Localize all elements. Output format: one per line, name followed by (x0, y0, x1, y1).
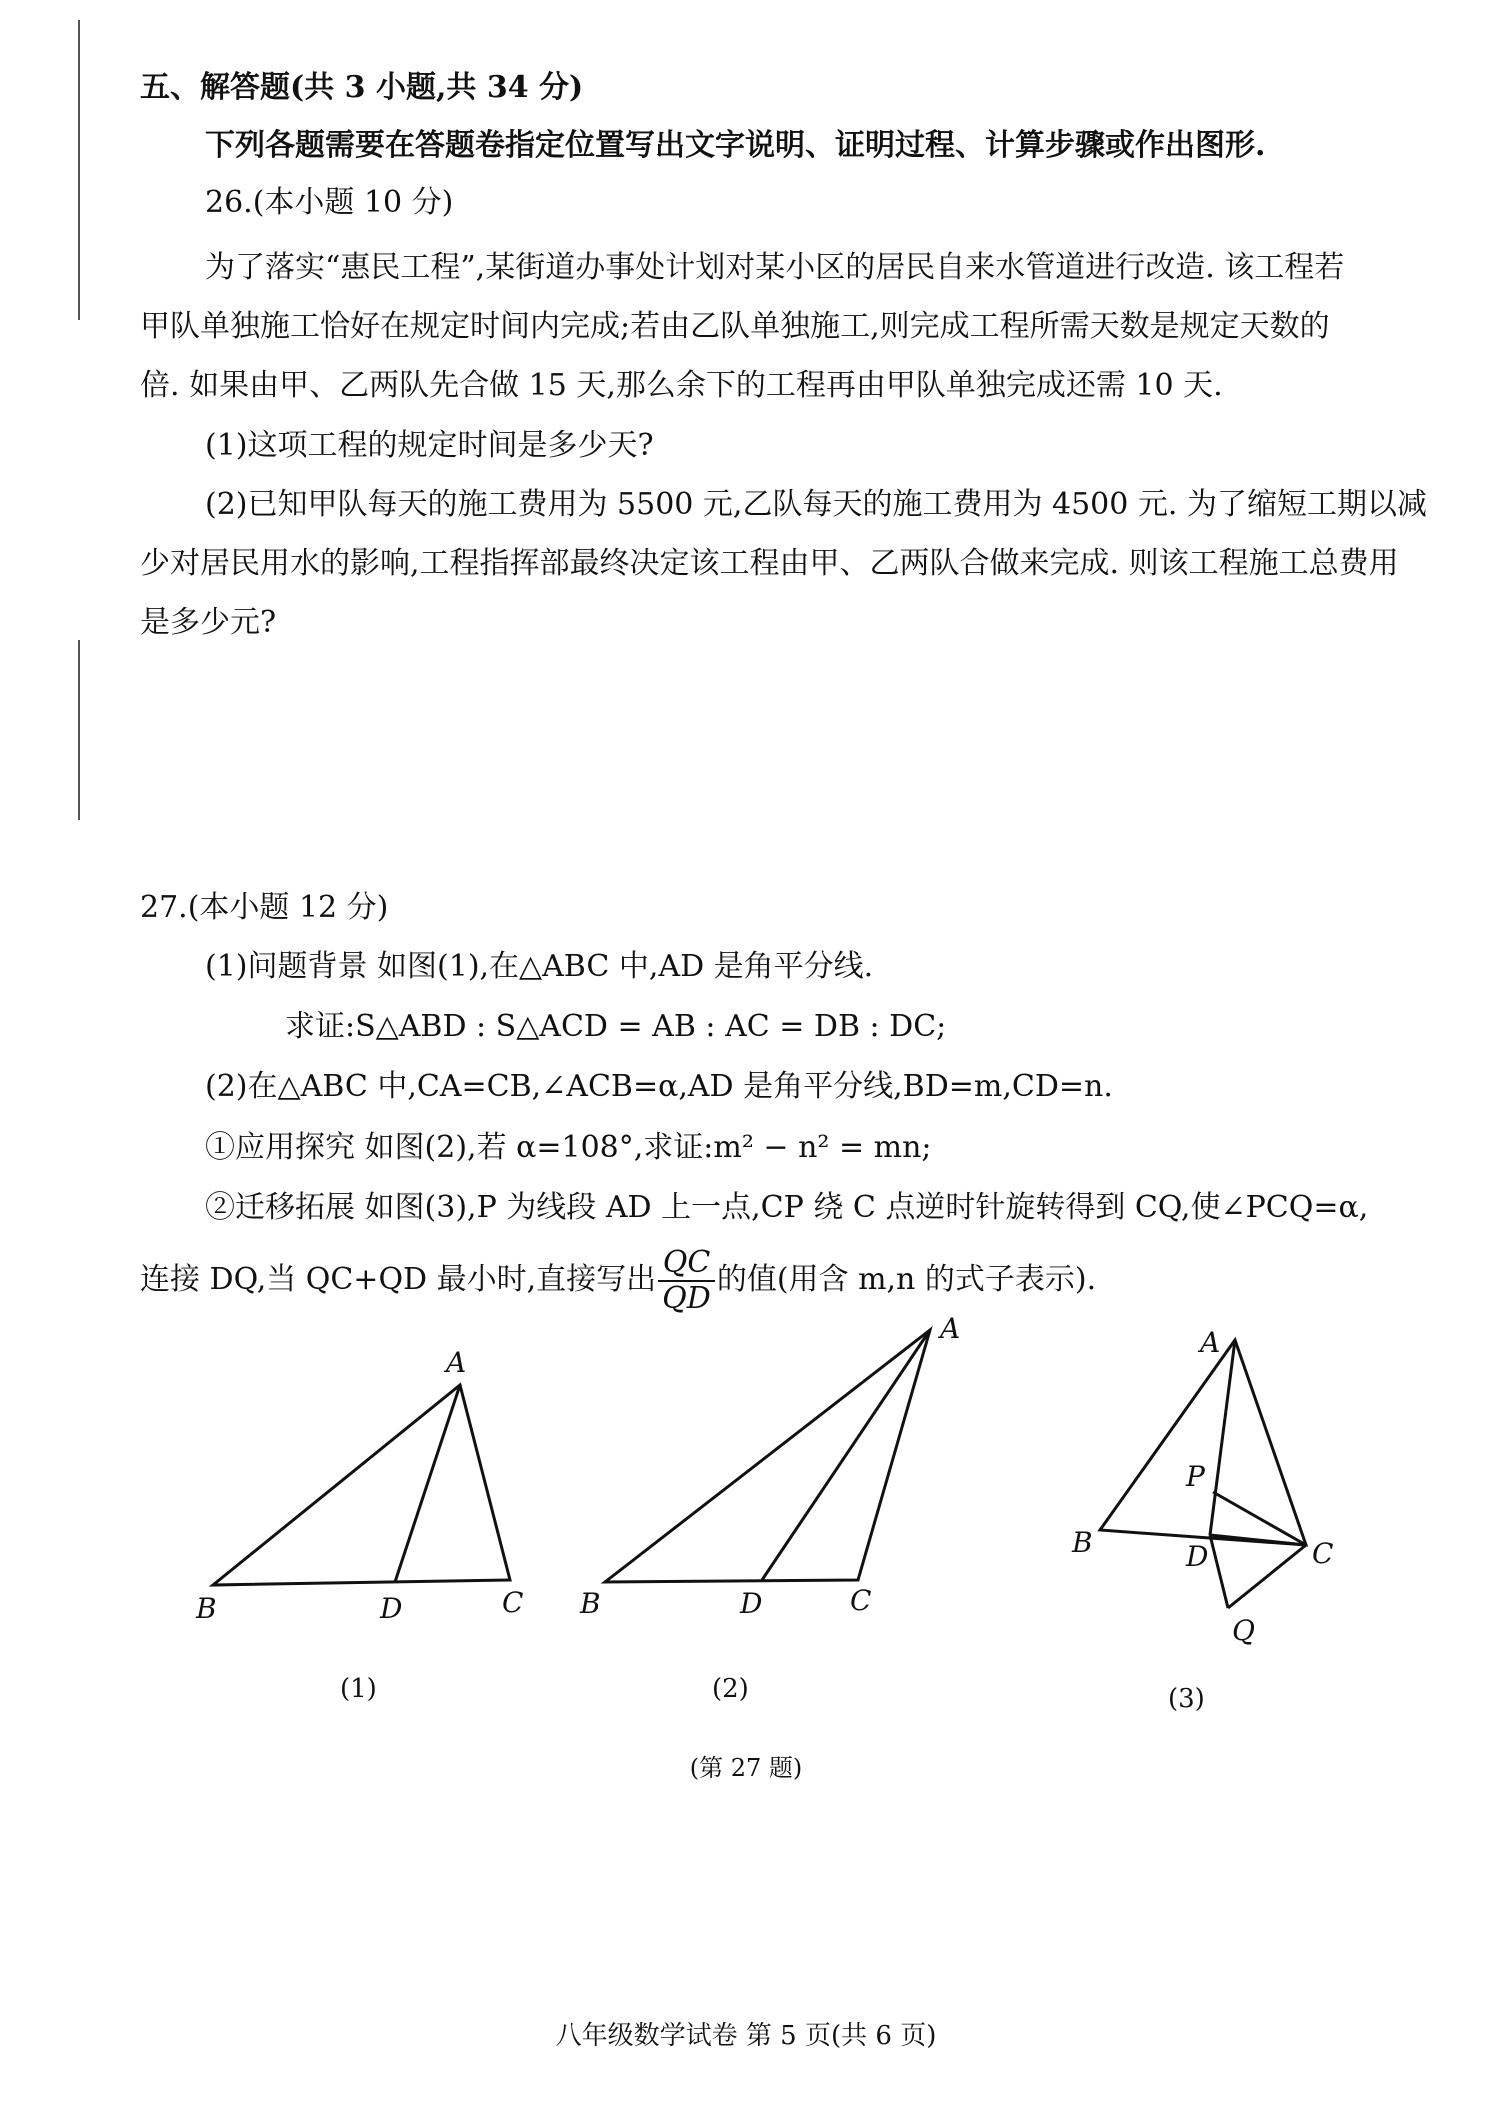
fig2-bisector-ad (762, 1330, 930, 1580)
fig3-segment-pc (1213, 1492, 1306, 1545)
figure-group-caption: (第 27 题) (689, 1754, 803, 1782)
q27-part2-c-before: 连接 DQ,当 QC+QD 最小时,直接写出 (140, 1262, 657, 1297)
fig1-bisector-ad (395, 1385, 460, 1582)
q26-part2-line1: (2)已知甲队每天的施工费用为 5500 元,乙队每天的施工费用为 4500 元. 为了缩短工期以减 (205, 487, 1427, 522)
section-instruction: 下列各题需要在答题卷指定位置写出文字说明、证明过程、计算步骤或作出图形. (205, 128, 1266, 163)
fig1-label-b: B (196, 1592, 217, 1625)
fig2-caption: (2) (712, 1674, 749, 1704)
q26-part2-line2: 少对居民用水的影响,工程指挥部最终决定该工程由甲、乙两队合做来完成. 则该工程施工总费用 (140, 546, 1399, 581)
q27-part2-c (140, 1240, 1452, 1320)
fig3-label-p: P (1186, 1460, 1205, 1493)
q26-part2-line3: 是多少元? (140, 605, 277, 640)
fig2-triangle-abc (605, 1330, 930, 1582)
fig1-triangle-abc (213, 1385, 510, 1585)
q27-part2-b: ②迁移拓展 如图(3),P 为线段 AD 上一点,CP 绕 C 点逆时针旋转得到 CQ,使∠PCQ=α, (205, 1190, 1369, 1225)
q26-header: 26.(本小题 10 分) (205, 185, 454, 220)
q27-part1: (1)问题背景 如图(1),在△ABC 中,AD 是角平分线. (205, 949, 874, 984)
margin-line-middle (78, 640, 80, 820)
fig1-label-c: C (502, 1586, 524, 1619)
fig3-segment-cq (1228, 1545, 1306, 1608)
q27-header: 27.(本小题 12 分) (140, 890, 389, 925)
fig3-label-c: C (1312, 1537, 1334, 1570)
fraction-numerator: QC (658, 1246, 715, 1282)
page-footer: 八年级数学试卷 第 5 页(共 6 页) (555, 2021, 937, 2051)
q26-line2: 甲队单独施工恰好在规定时间内完成;若由乙队单独施工,则完成工程所需天数是规定天数的 (140, 309, 1330, 344)
fig2-label-d: D (740, 1587, 763, 1620)
q27-part1-proof: 求证:S△ABD : S△ACD = AB : AC = DB : DC; (285, 1009, 947, 1044)
q26-line3: 倍. 如果由甲、乙两队先合做 15 天,那么余下的工程再由甲队单独完成还需 10 天. (140, 368, 1223, 403)
fig2-label-c: C (850, 1584, 872, 1617)
fig3-label-q: Q (1232, 1614, 1255, 1647)
fig1-caption: (1) (340, 1674, 377, 1704)
fig3-segment-dq (1210, 1535, 1228, 1608)
fig2-label-a: A (940, 1312, 961, 1345)
section-title: 五、解答题(共 3 小题,共 34 分) (140, 70, 584, 105)
q27-part2: (2)在△ABC 中,CA=CB,∠ACB=α,AD 是角平分线,BD=m,CD=n. (205, 1069, 1113, 1104)
q27-part2-c-after: 的值(用含 m,n 的式子表示). (716, 1262, 1097, 1297)
fig3-segment-ad (1210, 1340, 1235, 1535)
q27-part2-a: ①应用探究 如图(2),若 α=108°,求证:m² − n² = mn; (205, 1130, 932, 1165)
qc-over-qd-fraction (658, 1246, 715, 1316)
fig3-segment-dc (1210, 1535, 1306, 1545)
q26-part1: (1)这项工程的规定时间是多少天? (205, 428, 654, 463)
fig3-triangle-abc (1100, 1340, 1306, 1545)
fig2-label-b: B (580, 1587, 601, 1620)
fig3-label-b: B (1072, 1526, 1093, 1559)
margin-line-top (78, 20, 80, 320)
fig3-label-a: A (1200, 1326, 1221, 1359)
fig3-caption: (3) (1168, 1684, 1205, 1714)
fig1-label-d: D (380, 1592, 403, 1625)
q26-line1: 为了落实“惠民工程”,某街道办事处计划对某小区的居民自来水管道进行改造. 该工程若 (205, 250, 1345, 285)
fig1-label-a: A (446, 1346, 467, 1379)
fraction-denominator: QD (662, 1281, 711, 1316)
fig3-label-d: D (1186, 1540, 1209, 1573)
